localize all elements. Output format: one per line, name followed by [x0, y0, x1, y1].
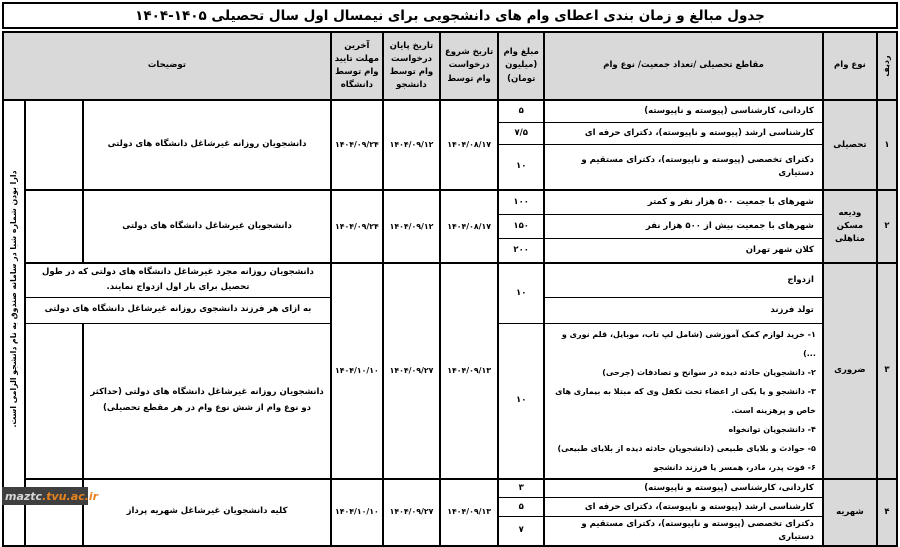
amount-cell: ۱۰	[498, 323, 544, 479]
header-loan-type: نوع وام	[823, 32, 877, 100]
note-cell: به ازای هر فرزند دانشجوی روزانه غیرشاغل دانشگاه های دولتی	[25, 297, 331, 323]
end-date-cell: ۱۴۰۴/۰۹/۱۲	[383, 100, 440, 190]
table-row	[3, 100, 897, 122]
watermark-prefix: maztc	[5, 489, 43, 503]
loan-type-cell: تحصیلی	[823, 100, 877, 190]
table-row	[3, 190, 897, 214]
header-amount: مبلغ وام (میلیون تومان)	[498, 32, 544, 100]
level-cell: کاردانی، کارشناسی (پیوسته و ناپیوسته)	[544, 479, 823, 498]
level-list-item: ۳- دانشجو و یا یکی از اعضاء تحت تکفل وی که مبتلا به بیماری های خاص و پرهزینه است.	[555, 386, 816, 415]
amount-cell: ۱۰	[498, 144, 544, 190]
level-cell: شهرهای با جمعیت ۵۰۰ هزار نفر و کمتر	[544, 190, 823, 214]
level-cell: کاردانی، کارشناسی (پیوسته و ناپیوسته)	[544, 100, 823, 122]
level-list-item: ۶- فوت پدر، مادر، همسر یا فرزند دانشجو	[653, 462, 816, 472]
note-cell: دانشجویان غیرشاغل دانشگاه های دولتی	[83, 190, 331, 263]
level-list-cell	[544, 323, 823, 479]
level-cell: دکترای تخصصی (پیوسته و ناپیوسته)، دکترای مستقیم و دستیاری	[544, 144, 823, 190]
end-date-cell: ۱۴۰۴/۰۹/۲۷	[383, 479, 440, 546]
loan-type-cell: ودیعه مسکن متاهلی	[823, 190, 877, 263]
amount-cell: ۷/۵	[498, 122, 544, 144]
level-cell: دکترای تخصصی (پیوسته و ناپیوسته)، دکترای مستقیم و دستیاری	[544, 517, 823, 546]
amount-cell: ۱۰	[498, 263, 544, 323]
notes-gutter-cell	[25, 190, 83, 263]
table-row	[3, 479, 897, 498]
amount-cell: ۵	[498, 100, 544, 122]
approve-deadline-cell: ۱۴۰۴/۱۰/۱۰	[331, 263, 383, 479]
end-date-cell: ۱۴۰۴/۰۹/۲۷	[383, 263, 440, 479]
row-number-cell: ۲	[877, 190, 897, 263]
amount-cell: ۷	[498, 517, 544, 546]
start-date-cell: ۱۴۰۴/۰۸/۱۷	[440, 190, 498, 263]
end-date-cell: ۱۴۰۴/۰۹/۱۲	[383, 190, 440, 263]
header-row-number	[877, 32, 897, 100]
notes-gutter-cell	[25, 323, 83, 479]
row-number-cell: ۳	[877, 263, 897, 479]
row-number-cell: ۱	[877, 100, 897, 190]
header-approve-deadline: آخرین مهلت تایید وام توسط دانشگاه	[331, 32, 383, 100]
approve-deadline-cell: ۱۴۰۴/۰۹/۲۴	[331, 100, 383, 190]
table-row	[3, 263, 897, 297]
side-note-text: دارا بودن شماره شبا در سامانه صندوق به نام دانشجو الزامی است.	[9, 170, 19, 428]
loan-type-cell: شهریه	[823, 479, 877, 546]
level-cell: تولد فرزند	[544, 297, 823, 323]
header-notes: توضیحات	[3, 32, 331, 100]
level-cell: کارشناسی ارشد (پیوسته و ناپیوسته)، دکترای حرفه ای	[544, 122, 823, 144]
note-cell: دانشجویان روزانه غیرشاغل دانشگاه های دولتی	[83, 100, 331, 190]
level-list-item: ۱- خرید لوازم کمک آموزشی (شامل لپ تاب، موبایل، قلم نوری و ...)	[561, 329, 816, 358]
page-title: جدول مبالغ و زمان بندی اعطای وام های دانشجویی برای نیمسال اول سال تحصیلی ۱۴۰۵-۱۴۰۴	[2, 2, 898, 29]
start-date-cell: ۱۴۰۴/۰۹/۱۳	[440, 263, 498, 479]
site-watermark	[2, 487, 99, 505]
approve-deadline-cell: ۱۴۰۴/۰۹/۲۴	[331, 190, 383, 263]
note-cell: دانشجویان روزانه مجرد غیرشاغل دانشگاه های دولتی که در طول تحصیل برای بار اول ازدواج نمایند.	[25, 263, 331, 297]
amount-cell: ۳	[498, 479, 544, 498]
header-start-date: تاریخ شروع درخواست وام توسط	[440, 32, 498, 100]
level-cell: شهرهای با جمعیت بیش از ۵۰۰ هزار نفر	[544, 214, 823, 238]
start-date-cell: ۱۴۰۴/۰۹/۱۳	[440, 479, 498, 546]
side-note-cell	[3, 100, 25, 498]
row-number-cell: ۴	[877, 479, 897, 546]
amount-cell: ۵	[498, 498, 544, 517]
approve-deadline-cell: ۱۴۰۴/۱۰/۱۰	[331, 479, 383, 546]
amount-cell: ۱۵۰	[498, 214, 544, 238]
notes-gutter-cell	[25, 100, 83, 190]
note-cell: کلیه دانشجویان غیرشاغل شهریه پرداز	[83, 479, 331, 546]
loan-type-cell: ضروری	[823, 263, 877, 479]
level-list-item: ۴- دانشجویان توانخواه	[728, 424, 816, 434]
level-list-item: ۲- دانشجویان حادثه دیده در سوانح و تصادفات (جرحی)	[602, 367, 816, 377]
level-list-item: ۵- حوادث و بلایای طبیعی (دانشجویان حادثه دیده از بلایای طبیعی)	[557, 443, 816, 453]
level-cell: ازدواج	[544, 263, 823, 297]
loan-schedule-table	[2, 31, 898, 547]
level-cell: کلان شهر تهران	[544, 238, 823, 263]
loan-schedule-page	[2, 2, 898, 547]
header-levels: مقاطع تحصیلی /تعداد جمعیت/ نوع وام	[544, 32, 823, 100]
amount-cell: ۱۰۰	[498, 190, 544, 214]
start-date-cell: ۱۴۰۴/۰۸/۱۷	[440, 100, 498, 190]
note-cell: دانشجویان روزانه غیرشاغل دانشگاه های دولتی (حداکثر دو نوع وام از شش نوع وام در هر مقطع تحصیلی)	[83, 323, 331, 479]
header-row	[3, 32, 897, 100]
amount-cell: ۲۰۰	[498, 238, 544, 263]
header-end-date: تاریخ پایان درخواست وام توسط دانشجو	[383, 32, 440, 100]
watermark-suffix: .tvu.ac.ir	[42, 489, 99, 503]
level-cell: کارشناسی ارشد (پیوسته و ناپیوسته)، دکترای حرفه ای	[544, 498, 823, 517]
header-row-number-label: ردیف	[881, 55, 891, 77]
